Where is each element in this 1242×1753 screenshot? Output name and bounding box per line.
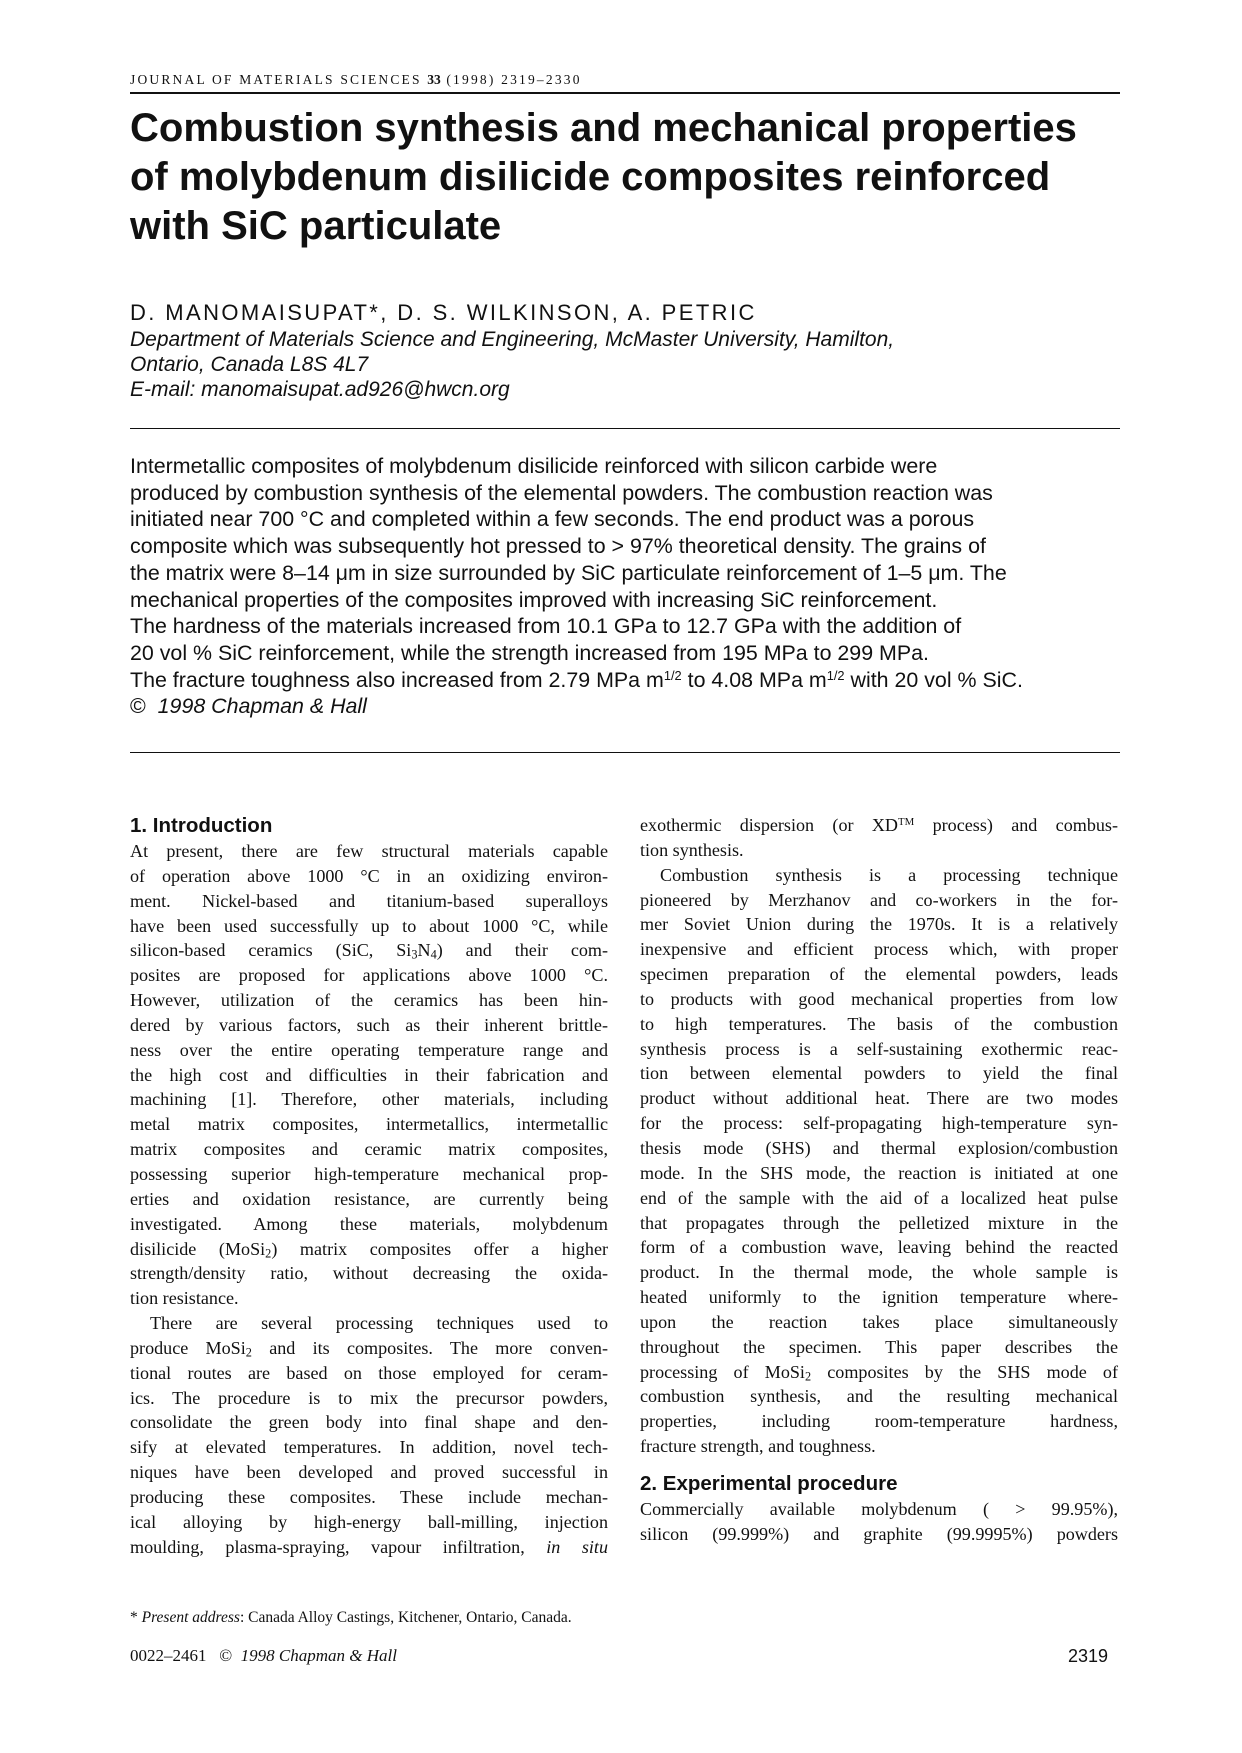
journal-volume: 33 — [427, 72, 441, 87]
body-line: consolidate the green body into final shape and den- — [130, 1412, 608, 1433]
body-line: There are several processing techniques used to — [150, 1313, 608, 1334]
body-line: the high cost and difficulties in their fabrication and — [130, 1064, 608, 1085]
abstract-line: produced by combustion synthesis of the elemental powders. The combustion reaction was — [130, 480, 993, 505]
body-line: tional routes are based on those employed for ceram- — [130, 1362, 608, 1383]
body-line: exothermic dispersion (or XD™ process) and combus- — [640, 815, 1118, 835]
body-line: Commercially available molybdenum ( > 99.95%), — [640, 1498, 1118, 1519]
body-line: that propagates through the pelletized mixture in the — [640, 1212, 1118, 1233]
abstract-top-rule — [130, 428, 1120, 429]
abstract-line: The hardness of the materials increased from 10.1 GPa to 12.7 GPa with the addition of — [130, 614, 962, 639]
abstract-line: the matrix were 8–14 μm in size surrounded by SiC particulate reinforcement of 1–5 μm. The — [130, 560, 1007, 585]
abstract-line: composite which was subsequently hot pressed to > 97% theoretical density. The grains of — [130, 534, 986, 559]
journal-name: JOURNAL OF MATERIALS SCIENCES — [130, 72, 422, 87]
title-line: with SiC particulate — [130, 204, 502, 248]
section-heading-introduction: 1. Introduction — [130, 814, 273, 837]
body-line: matrix composites and ceramic matrix composites, — [130, 1139, 608, 1160]
body-line: ics. The procedure is to mix the precursor powders, — [130, 1387, 608, 1408]
body-line: for the process: self-propagating high-temperature syn- — [640, 1113, 1118, 1134]
body-line: Combustion synthesis is a processing technique — [660, 864, 1118, 885]
abstract-copyright: © 1998 Chapman & Hall — [130, 694, 367, 719]
abstract — [130, 453, 1120, 720]
affiliation — [130, 327, 1120, 402]
body-line: tion resistance. — [130, 1288, 239, 1309]
body-line: synthesis process is a self-sustaining exothermic reac- — [640, 1038, 1118, 1059]
body-line: metal matrix composites, intermetallics, intermetallic — [130, 1114, 608, 1135]
journal-year-pages: (1998) 2319–2330 — [446, 72, 582, 87]
body-line: However, utilization of the ceramics has been hin- — [130, 990, 608, 1011]
body-line: produce MoSi$_2$ and its composites. The more conven- — [130, 1337, 608, 1360]
body-line: silicon-based ceramics (SiC, $Si_3N_4$) and their com- — [130, 940, 608, 962]
abstract-bottom-rule — [130, 752, 1120, 753]
copyright-symbol: © — [130, 694, 146, 719]
abstract-line: mechanical properties of the composites improved with increasing SiC reinforcement. — [130, 587, 938, 612]
body-line: specimen preparation of the elemental powders, leads — [640, 964, 1118, 985]
body-line: possessing superior high-temperature mechanical prop- — [130, 1163, 608, 1184]
body-line: properties, including room-temperature hardness, — [640, 1411, 1118, 1432]
title-line: Combustion synthesis and mechanical properties — [130, 106, 1077, 150]
header-rule — [130, 92, 1120, 94]
body-line: posites are proposed for applications above 1000 °C. — [130, 965, 608, 986]
abstract-line: initiated near 700 °C and completed within a few seconds. The end product was a porous — [130, 507, 975, 532]
body-line: mode. In the SHS mode, the reaction is initiated at one — [640, 1162, 1118, 1183]
body-line: to high temperatures. The basis of the combustion — [640, 1013, 1118, 1034]
page-number: 2319 — [1068, 1646, 1109, 1666]
body-line: end of the sample with the aid of a localized heat pulse — [640, 1187, 1118, 1208]
body-line: ment. Nickel-based and titanium-based superalloys — [130, 890, 608, 911]
right-column — [640, 813, 1118, 1547]
body-line: strength/density ratio, without decreasing the oxida- — [130, 1263, 608, 1284]
body-line: erties and oxidation resistance, are currently being — [130, 1188, 608, 1209]
publisher: 1998 Chapman & Hall — [240, 1646, 397, 1665]
body-line: inexpensive and efficient process which, with proper — [640, 939, 1118, 960]
body-line: dered by various factors, such as their inherent brittle- — [130, 1014, 608, 1035]
body-line: to products with good mechanical properties from low — [640, 988, 1118, 1009]
body-line: product. In the thermal mode, the whole sample is — [640, 1262, 1118, 1283]
body-line: fracture strength, and toughness. — [640, 1436, 876, 1457]
affiliation-line: Department of Materials Science and Engineering, McMaster University, Hamilton, — [130, 328, 895, 351]
body-line: ness over the entire operating temperature range and — [130, 1039, 608, 1060]
body-line: niques have been developed and proved successful in — [130, 1462, 608, 1483]
body-line: sify at elevated temperatures. In addition, novel tech- — [130, 1437, 608, 1458]
body-line: producing these composites. These include mechan- — [130, 1486, 608, 1507]
left-column — [130, 813, 608, 1559]
body-line: upon the reaction takes place simultaneously — [640, 1311, 1118, 1332]
body-line: heated uniformly to the ignition temperature where- — [640, 1287, 1118, 1308]
body-line: moulding, plasma-spraying, vapour infiltration, in situ — [130, 1536, 608, 1557]
body-line: have been used successfully up to about 1000 °C, while — [130, 915, 608, 936]
body-line: At present, there are few structural materials capable — [130, 841, 608, 861]
body-line: machining [1]. Therefore, other materials, including — [130, 1089, 608, 1110]
body-line: silicon (99.999%) and graphite (99.9995%) powders — [640, 1523, 1118, 1544]
section-heading-experimental: 2. Experimental procedure — [640, 1471, 898, 1495]
body-line: disilicide (MoSi$_2$) matrix composites offer a higher — [130, 1238, 608, 1260]
title-line: of molybdenum disilicide composites reinforced — [130, 155, 1051, 199]
body-line: ical alloying by high-energy ball-milling, injection — [130, 1511, 608, 1532]
body-line: thesis mode (SHS) and thermal explosion/combustion — [640, 1137, 1118, 1158]
body-line: form of a combustion wave, leaving behind the reacted — [640, 1237, 1118, 1258]
issn: 0022–2461 — [130, 1646, 207, 1665]
body-line: product without additional heat. There are two modes — [640, 1088, 1118, 1109]
affiliation-line: Ontario, Canada L8S 4L7 — [130, 353, 369, 376]
article-title — [130, 104, 1120, 251]
journal-running-header — [130, 72, 1120, 88]
body-line: processing of MoSi$_2$ composites by the SHS mode of — [640, 1361, 1118, 1384]
abstract-line: Intermetallic composites of molybdenum disilicide reinforced with silicon carbide were — [130, 454, 938, 478]
body-line: investigated. Among these materials, molybdenum — [130, 1213, 608, 1234]
author-list: D. MANOMAISUPAT*, D. S. WILKINSON, A. PETRIC — [130, 300, 757, 325]
body-line: tion between elemental powders to yield the final — [640, 1063, 1118, 1084]
body-line: tion synthesis. — [640, 839, 744, 860]
body-line: pioneered by Merzhanov and co-workers in the for- — [640, 889, 1118, 910]
email-line: E-mail: manomaisupat.ad926@hwcn.org — [130, 378, 510, 401]
footnote: * Present address: Canada Alloy Castings, Kitchener, Ontario, Canada. — [130, 1609, 572, 1626]
body-line: combustion synthesis, and the resulting mechanical — [640, 1386, 1118, 1407]
body-line: throughout the specimen. This paper describes the — [640, 1336, 1118, 1357]
body-line: mer Soviet Union during the 1970s. It is a relatively — [640, 914, 1118, 935]
abstract-toughness-line: The fracture toughness also increased from 2.79 MPa $m^{1/2}$ to 4.08 MPa $m^{1/2}$ with 20 vol % SiC. — [130, 667, 1023, 692]
body-line: of operation above 1000 °C in an oxidizing environ- — [130, 865, 608, 886]
copyright-symbol: © — [219, 1646, 233, 1665]
section-gap — [640, 1459, 1118, 1471]
abstract-line: 20 vol % SiC reinforcement, while the strength increased from 195 MPa to 299 MPa. — [130, 640, 929, 665]
footer-issn-copyright — [130, 1646, 397, 1666]
